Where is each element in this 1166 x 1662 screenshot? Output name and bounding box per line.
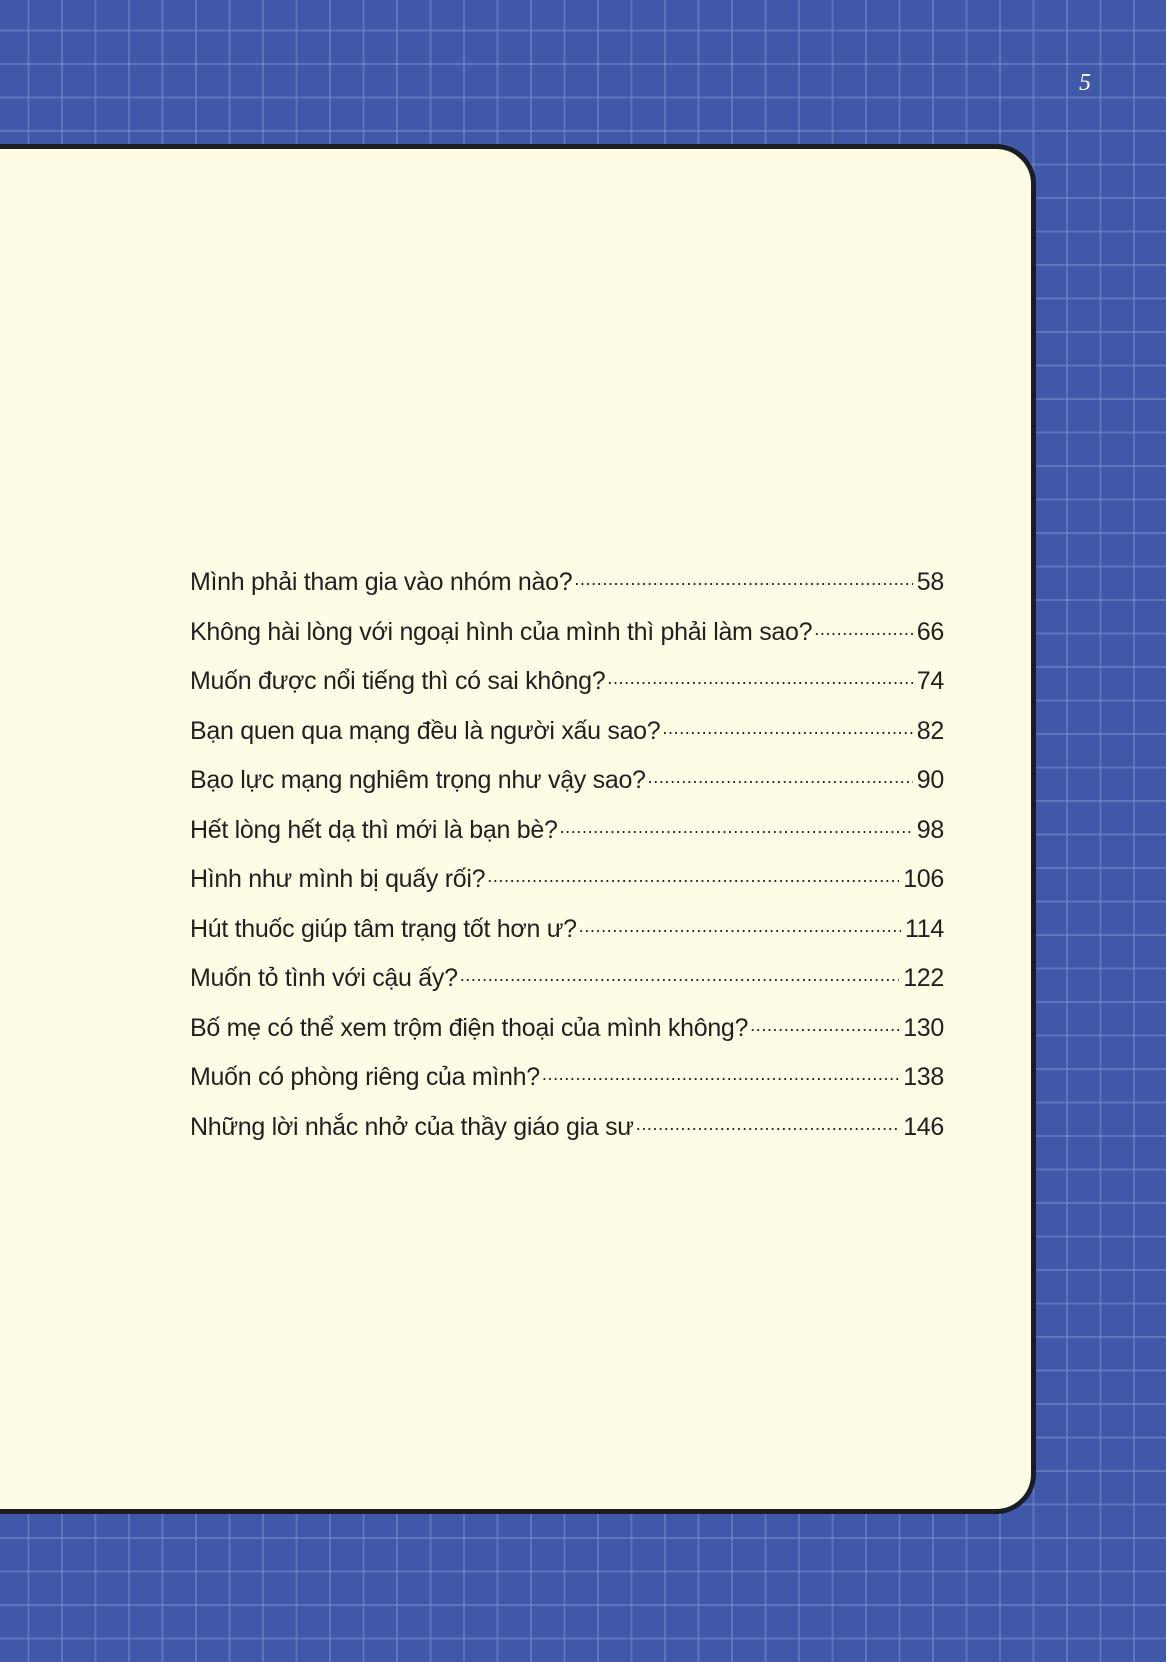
toc-dot-leader — [636, 1115, 899, 1135]
toc-dot-leader — [750, 1016, 899, 1036]
toc-entry[interactable] — [190, 915, 944, 965]
toc-dot-leader — [574, 570, 912, 590]
toc-dot-leader — [542, 1065, 899, 1085]
toc-entry[interactable] — [190, 717, 944, 767]
toc-entry[interactable] — [190, 667, 944, 717]
toc-entry-page: 98 — [916, 815, 944, 844]
toc-entry-page: 82 — [916, 716, 944, 745]
toc-entry[interactable] — [190, 766, 944, 816]
toc-entry-page: 138 — [903, 1063, 944, 1091]
toc-entry-page: 130 — [903, 1013, 944, 1042]
toc-entry-page: 146 — [903, 1112, 944, 1141]
toc-dot-leader — [607, 669, 912, 689]
toc-dot-leader — [487, 867, 899, 887]
toc-entry[interactable] — [190, 964, 944, 1014]
toc-entry-title: Những lời nhắc nhở của thầy giáo gia sư — [190, 1112, 634, 1141]
toc-entry-title: Hết lòng hết dạ thì mới là bạn bè? — [190, 815, 558, 844]
page-number: 5 — [1079, 70, 1091, 96]
toc-entry-page: 66 — [916, 617, 944, 646]
toc-dot-leader — [814, 620, 913, 640]
toc-dot-leader — [648, 768, 913, 788]
toc-entry-page: 74 — [916, 667, 944, 695]
toc-entry-title: Bạn quen qua mạng đều là người xấu sao? — [190, 716, 661, 745]
toc-entry-title: Hút thuốc giúp tâm trạng tốt hơn ư? — [190, 914, 577, 943]
toc-entry-page: 114 — [905, 914, 944, 943]
toc-entry[interactable] — [190, 1063, 944, 1113]
toc-dot-leader — [460, 966, 900, 986]
toc-entry-page: 122 — [903, 964, 944, 992]
toc-entry[interactable] — [190, 1113, 944, 1163]
toc-entry[interactable] — [190, 1014, 944, 1064]
toc-dot-leader — [662, 719, 912, 739]
table-of-contents — [190, 568, 944, 1162]
toc-entry-title: Muốn tỏ tình với cậu ấy? — [190, 964, 458, 992]
toc-dot-leader — [579, 917, 901, 937]
toc-dot-leader — [560, 818, 913, 838]
toc-entry[interactable] — [190, 568, 944, 618]
toc-entry-page: 58 — [916, 568, 944, 596]
toc-entry-title: Bố mẹ có thể xem trộm điện thoại của mình không? — [190, 1013, 749, 1042]
toc-entry-title: Hình như mình bị quấy rối? — [190, 865, 486, 893]
toc-entry-title: Muốn có phòng riêng của mình? — [190, 1063, 540, 1091]
toc-entry-page: 106 — [903, 865, 944, 893]
toc-entry-title: Không hài lòng với ngoại hình của mình thì phải làm sao? — [190, 617, 813, 646]
toc-entry-title: Mình phải tham gia vào nhóm nào? — [190, 568, 573, 596]
toc-entry[interactable] — [190, 816, 944, 866]
toc-entry[interactable] — [190, 865, 944, 915]
toc-entry-page: 90 — [916, 766, 944, 794]
toc-entry[interactable] — [190, 618, 944, 668]
toc-entry-title: Bạo lực mạng nghiêm trọng như vậy sao? — [190, 766, 646, 794]
toc-entry-title: Muốn được nổi tiếng thì có sai không? — [190, 667, 606, 695]
